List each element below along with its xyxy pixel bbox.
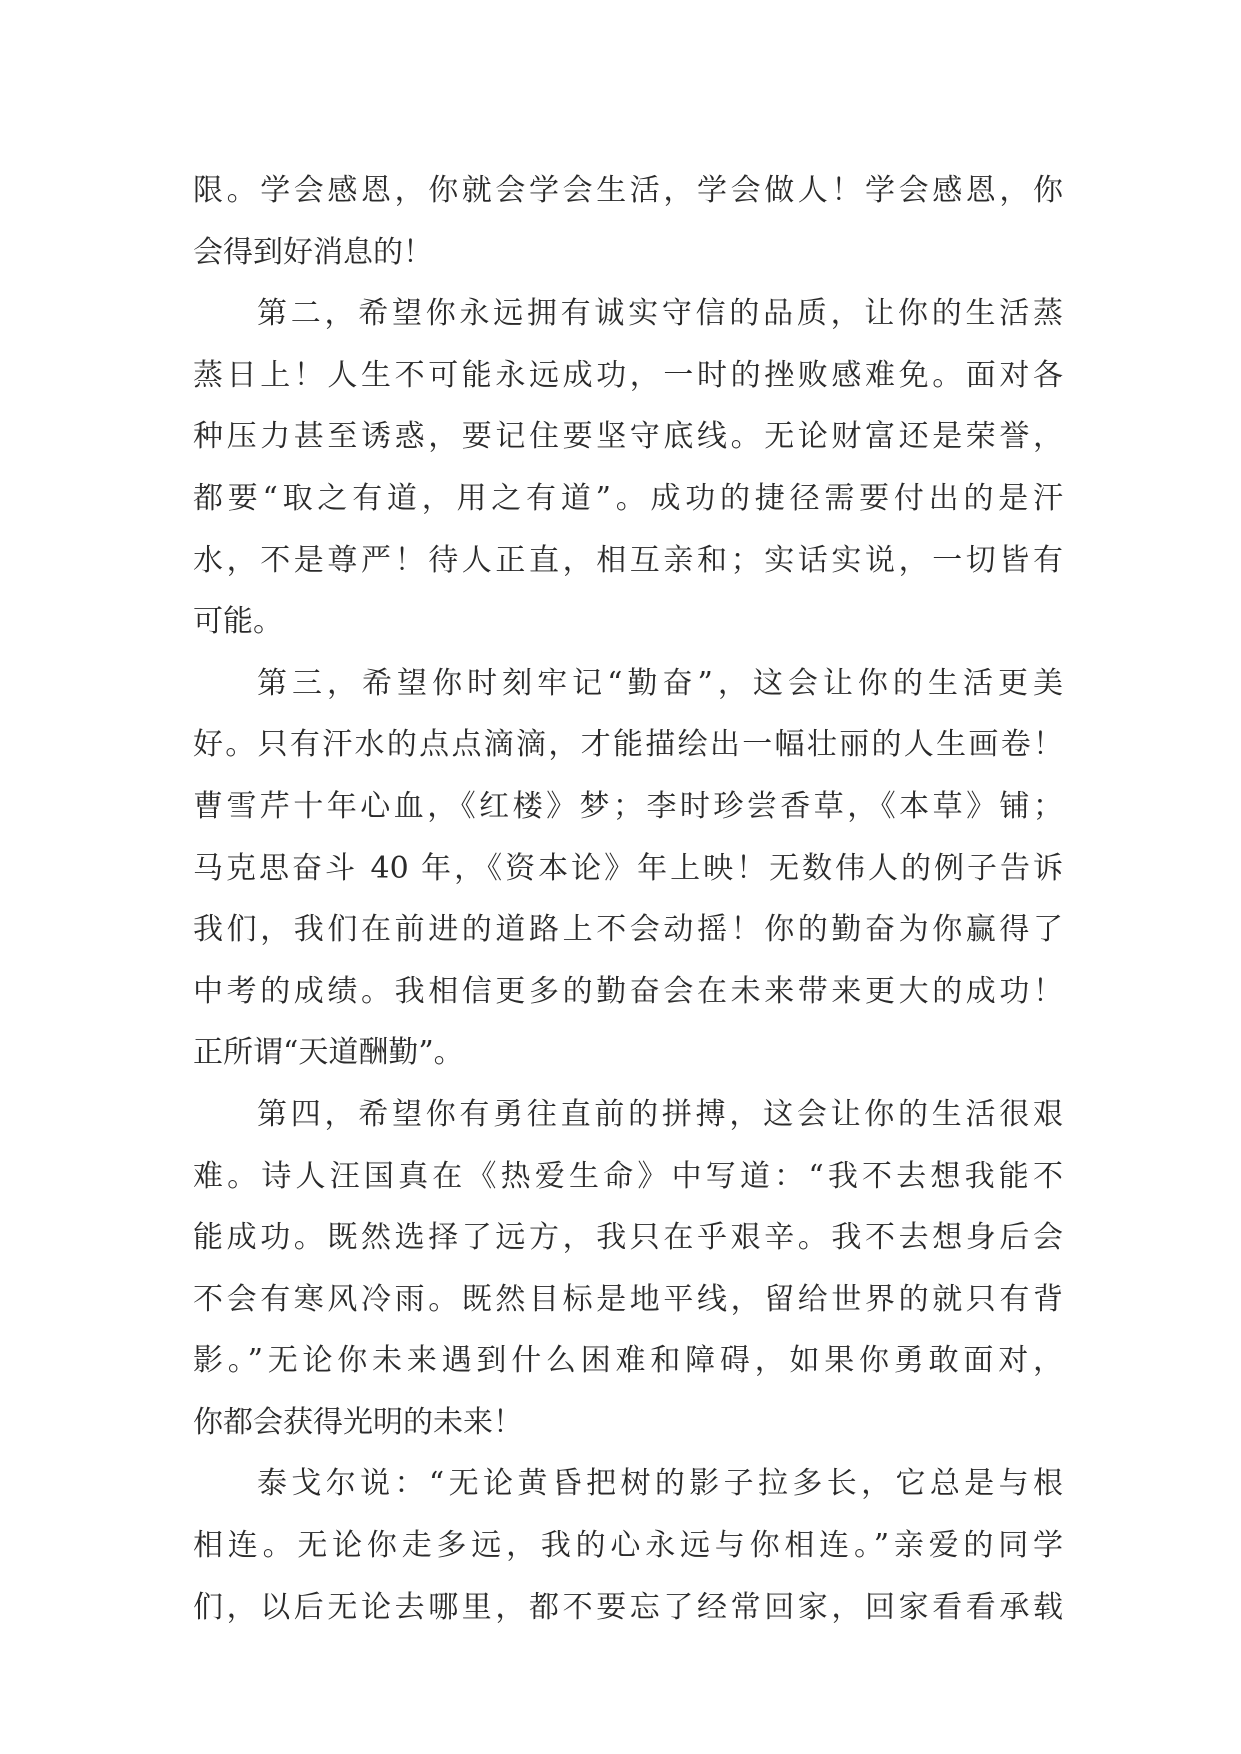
text-line: 第二，希望你永远拥有诚实守信的品质，让你的生活蒸 [257,296,1063,332]
text-line: 中考的成绩。我相信更多的勤奋会在未来带来更大的成功！ [193,973,1063,1009]
text-line: 相连。无论你走多远，我的心永远与你相连。”亲爱的同学 [193,1528,1063,1564]
text-line: 蒸日上！人生不可能永远成功，一时的挫败感难免。面对各 [193,357,1063,393]
text-line: 正所谓“天道酬勤”。 [193,1035,464,1071]
text-line: 能成功。既然选择了远方，我只在乎艰辛。我不去想身后会 [193,1220,1063,1256]
text-line: 影。”无论你未来遇到什么困难和障碍，如果你勇敢面对， [193,1343,1063,1379]
text-line: 种压力甚至诱惑，要记住要坚守底线。无论财富还是荣誉， [193,419,1063,455]
text-line: 第三，希望你时刻牢记“勤奋”，这会让你的生活更美 [257,665,1063,701]
text-line: 会得到好消息的！ [193,234,433,270]
text-line: 马克思奋斗 40 年，《资本论》年上映！无数伟人的例子告诉 [193,850,1063,886]
text-line: 不会有寒风冷雨。既然目标是地平线，留给世界的就只有背 [193,1281,1063,1317]
text-line: 限。学会感恩，你就会学会生活，学会做人！学会感恩，你 [193,173,1063,208]
text-line: 可能。 [193,604,283,640]
text-line: 难。诗人汪国真在《热爱生命》中写道：“我不去想我能不 [193,1158,1063,1194]
text-line: 们，以后无论去哪里，都不要忘了经常回家，回家看看承载 [193,1589,1063,1625]
text-line: 你都会获得光明的未来！ [193,1404,523,1440]
body-text [193,160,1063,1638]
text-line: 第四，希望你有勇往直前的拼搏，这会让你的生活很艰 [257,1096,1063,1132]
text-line: 水，不是尊严！待人正直，相互亲和；实话实说，一切皆有 [193,542,1063,578]
text-line: 好。只有汗水的点点滴滴，才能描绘出一幅壮丽的人生画卷！ [193,727,1063,763]
text-line: 我们，我们在前进的道路上不会动摇！你的勤奋为你赢得了 [193,912,1063,948]
text-line: 泰戈尔说：“无论黄昏把树的影子拉多长，它总是与根 [257,1466,1063,1502]
text-line: 曹雪芹十年心血，《红楼》梦；李时珍尝香草，《本草》铺； [193,788,1063,824]
text-line: 都要“取之有道，用之有道”。成功的捷径需要付出的是汗 [193,480,1063,516]
